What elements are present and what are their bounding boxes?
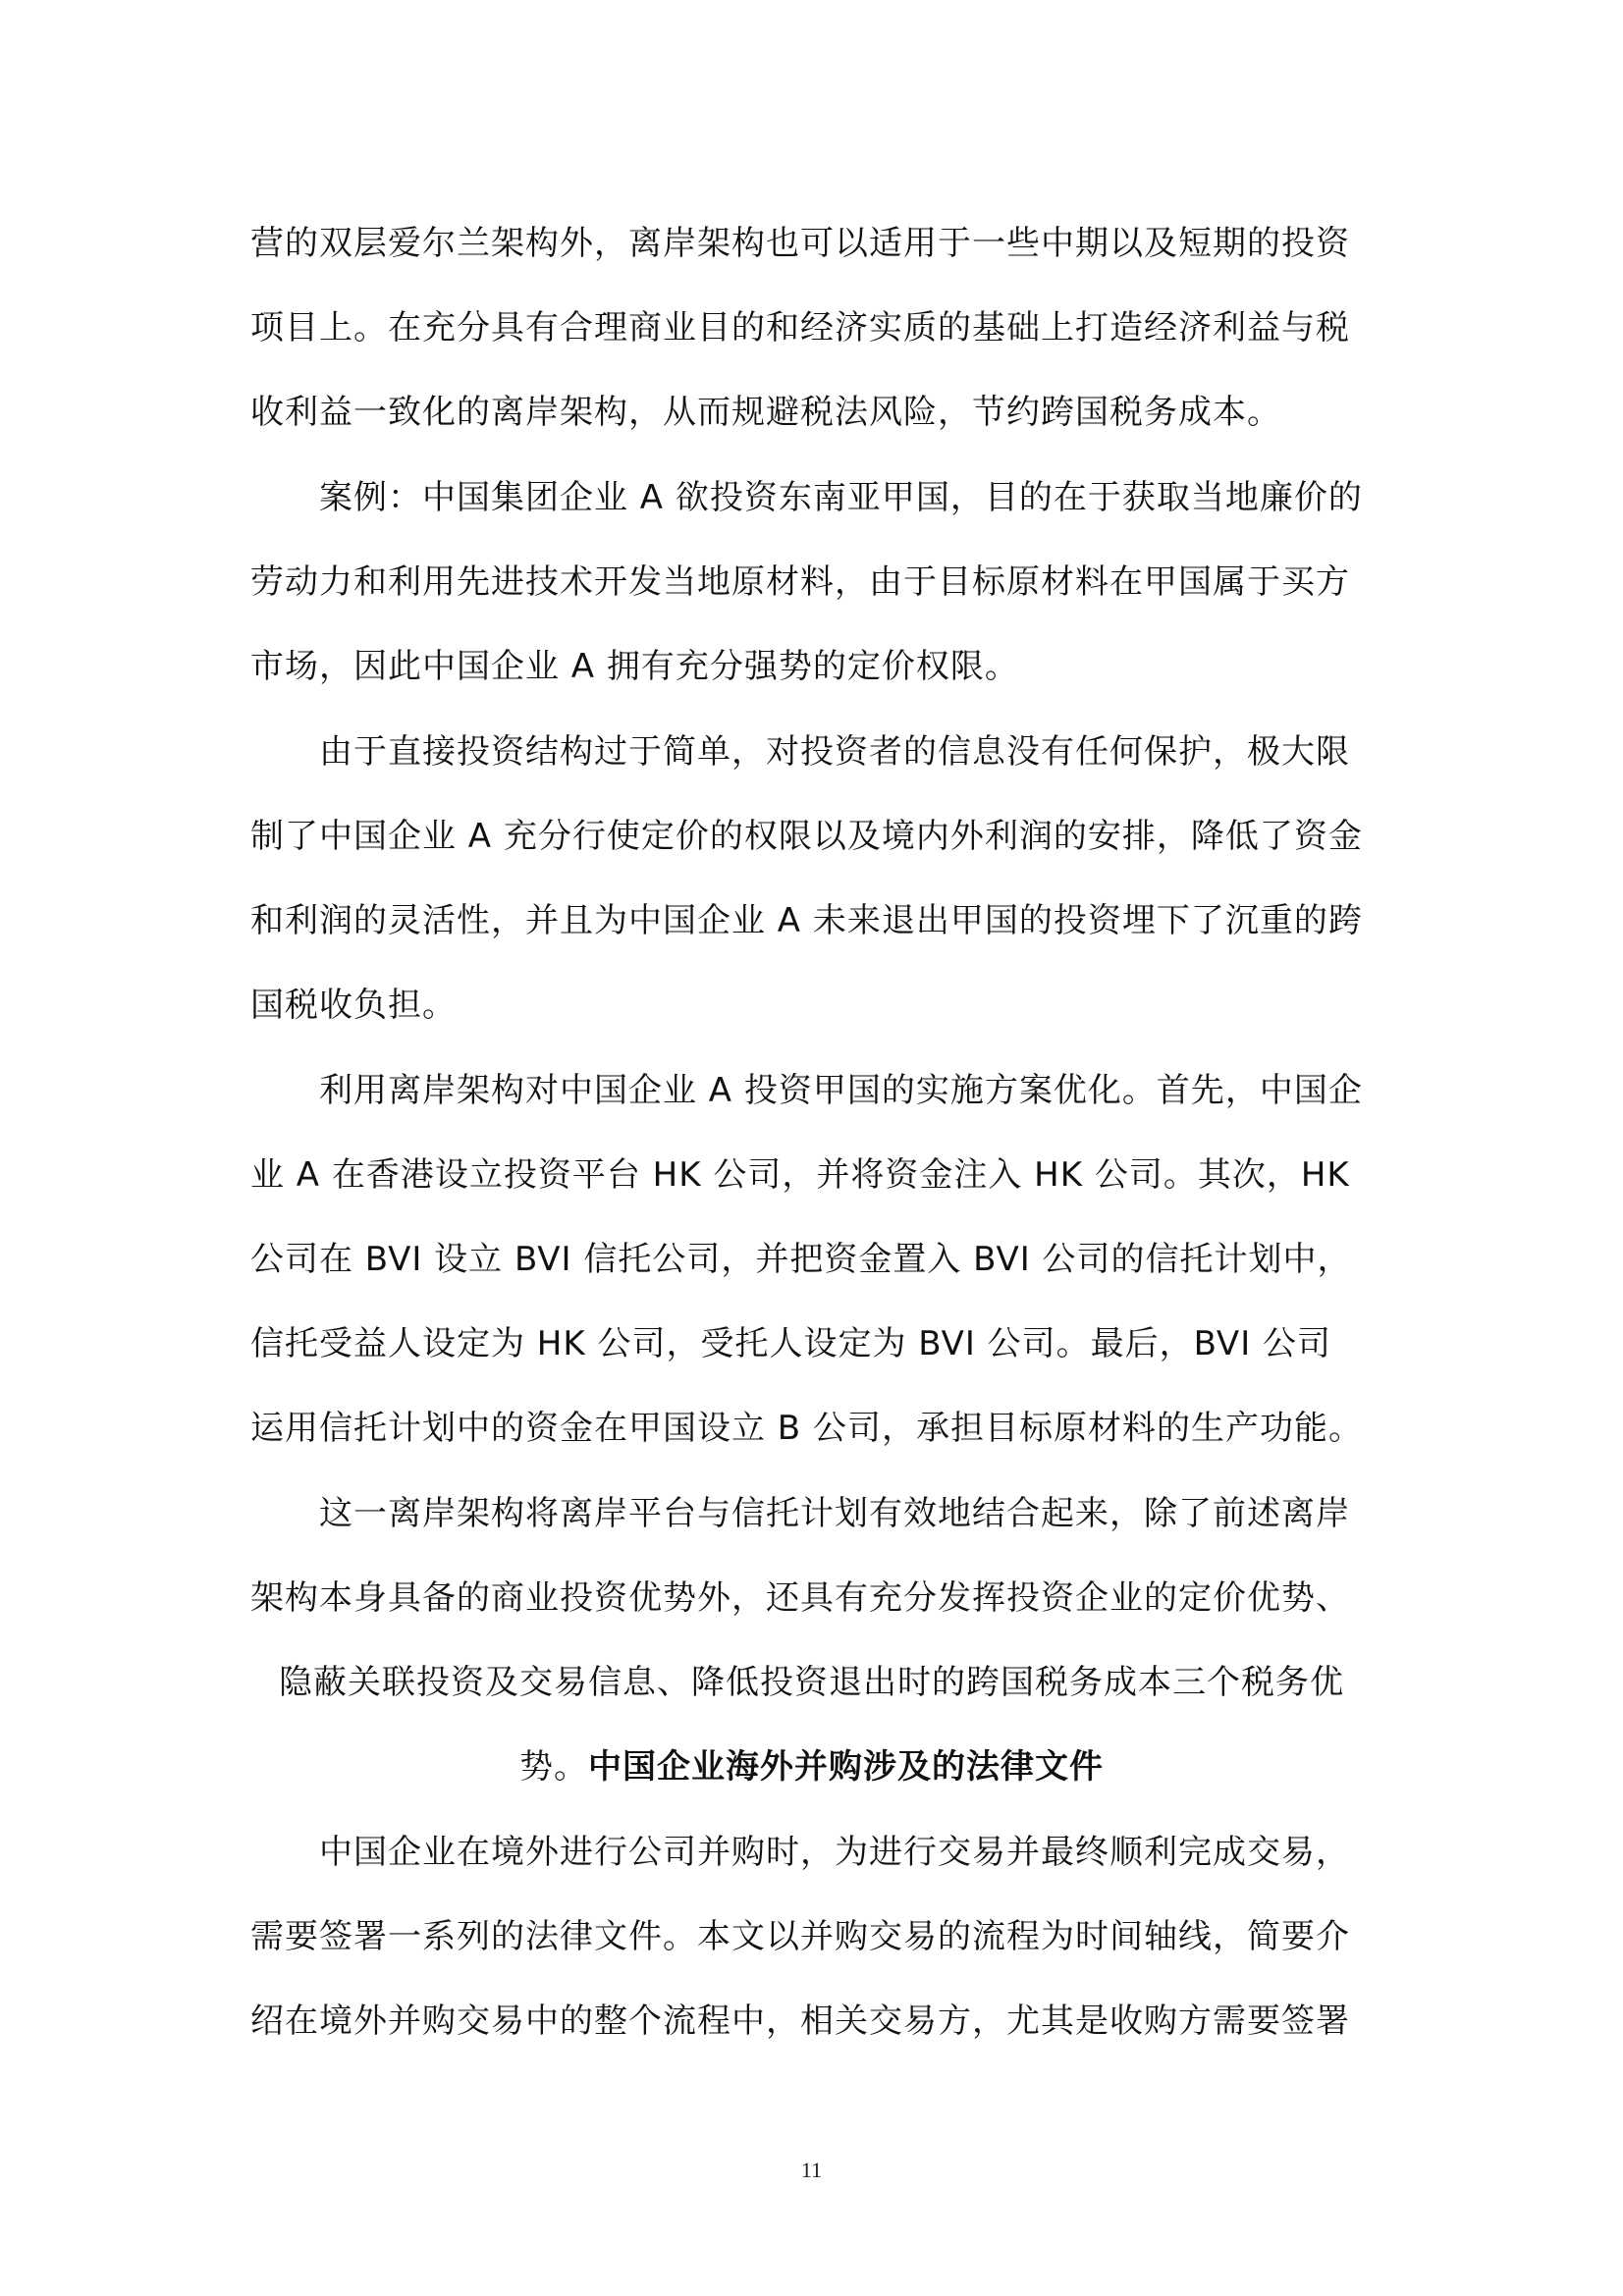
paragraph-4-line-4: 信托受益人设定为 HK 公司，受托人设定为 BVI 公司。最后，BVI 公司 — [250, 1324, 1332, 1363]
paragraph-1-line-3: 收利益一致化的离岸架构，从而规避税法风险，节约跨国税务成本。 — [250, 393, 1281, 432]
paragraph-5-line-4-with-heading — [0, 1745, 1623, 1789]
section-heading: 中国企业海外并购涉及的法律文件 — [588, 1747, 1104, 1787]
paragraph-2-line-1: 案例：中国集团企业 A 欲投资东南亚甲国，目的在于获取当地廉价的 — [319, 478, 1363, 517]
paragraph-2-line-3: 市场，因此中国企业 A 拥有充分强势的定价权限。 — [250, 647, 1019, 686]
paragraph-3-line-3: 和利润的灵活性，并且为中国企业 A 未来退出甲国的投资埋下了沉重的跨 — [250, 901, 1363, 940]
paragraph-5-line-4-prefix: 势。 — [519, 1747, 588, 1787]
paragraph-2-line-2: 劳动力和利用先进技术开发当地原材料，由于目标原材料在甲国属于买方 — [250, 562, 1350, 602]
paragraph-3-line-4: 国税收负担。 — [250, 986, 457, 1025]
paragraph-1-line-2: 项目上。在充分具有合理商业目的和经济实质的基础上打造经济利益与税 — [250, 308, 1350, 347]
paragraph-4-line-3: 公司在 BVI 设立 BVI 信托公司，并把资金置入 BVI 公司的信托计划中， — [250, 1240, 1352, 1279]
paragraph-6-line-1: 中国企业在境外进行公司并购时，为进行交易并最终顺利完成交易， — [319, 1833, 1350, 1872]
page-number: 11 — [800, 2158, 823, 2182]
paragraph-4-line-2: 业 A 在香港设立投资平台 HK 公司，并将资金注入 HK 公司。其次，HK — [250, 1155, 1350, 1195]
paragraph-3-line-1: 由于直接投资结构过于简单，对投资者的信息没有任何保护，极大限 — [319, 732, 1350, 772]
paragraph-3-line-2: 制了中国企业 A 充分行使定价的权限以及境内外利润的安排，降低了资金 — [250, 817, 1363, 856]
paragraph-1-line-1: 营的双层爱尔兰架构外，离岸架构也可以适用于一些中期以及短期的投资 — [250, 224, 1350, 263]
paragraph-5-line-3: 隐蔽关联投资及交易信息、降低投资退出时的跨国税务成本三个税务优 — [279, 1663, 1344, 1702]
paragraph-5-line-1: 这一离岸架构将离岸平台与信托计划有效地结合起来，除了前述离岸 — [319, 1494, 1350, 1533]
paragraph-4-line-5: 运用信托计划中的资金在甲国设立 B 公司，承担目标原材料的生产功能。 — [250, 1409, 1363, 1448]
paragraph-4-line-1: 利用离岸架构对中国企业 A 投资甲国的实施方案优化。首先，中国企 — [319, 1071, 1363, 1110]
paragraph-6-line-3: 绍在境外并购交易中的整个流程中，相关交易方，尤其是收购方需要签署 — [250, 2002, 1350, 2041]
paragraph-5-line-2: 架构本身具备的商业投资优势外，还具有充分发挥投资企业的定价优势、 — [250, 1578, 1350, 1618]
paragraph-6-line-2: 需要签署一系列的法律文件。本文以并购交易的流程为时间轴线，简要介 — [250, 1917, 1350, 1956]
